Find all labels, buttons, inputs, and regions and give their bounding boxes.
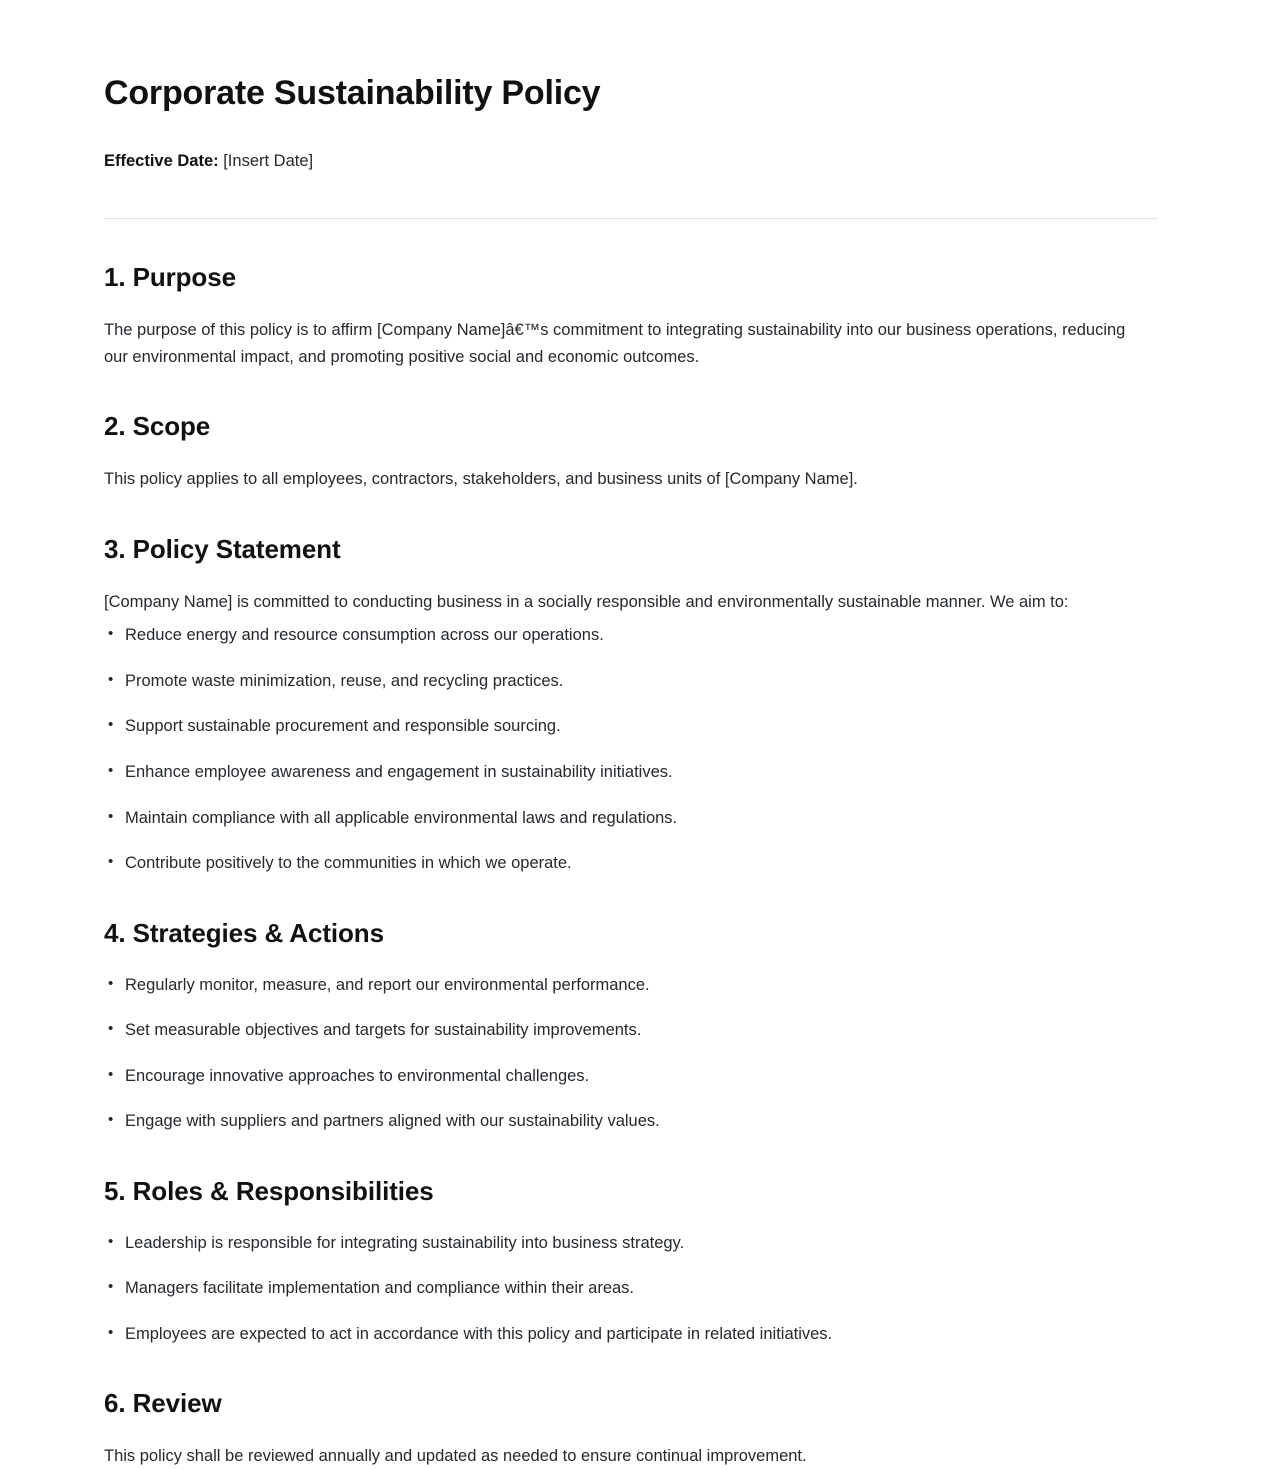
list-item: • Contribute positively to the communities in which we operate. bbox=[104, 851, 1158, 877]
strategies-actions-bullet-list bbox=[104, 973, 1158, 1135]
section-heading-strategies-actions: 4. Strategies & Actions bbox=[104, 917, 384, 948]
section-paragraph-review: This policy shall be reviewed annually and updated as needed to ensure continual improvement. bbox=[104, 1447, 807, 1466]
list-item: • Leadership is responsible for integrating sustainability into business strategy. bbox=[104, 1231, 1158, 1257]
header-divider bbox=[104, 218, 1158, 219]
section-paragraph-scope: This policy applies to all employees, contractors, stakeholders, and business units of [Company Name]. bbox=[104, 470, 858, 489]
page-title: Corporate Sustainability Policy bbox=[104, 74, 601, 112]
section-heading-purpose: 1. Purpose bbox=[104, 262, 236, 293]
section-scope bbox=[104, 410, 1158, 493]
effective-date-line bbox=[104, 149, 1158, 175]
section-heading-scope: 2. Scope bbox=[104, 411, 211, 442]
list-item: • Regularly monitor, measure, and report our environmental performance. bbox=[104, 973, 1158, 999]
section-roles-responsibilities bbox=[104, 1175, 1158, 1347]
list-item: • Promote waste minimization, reuse, and recycling practices. bbox=[104, 669, 1158, 695]
section-strategies-actions bbox=[104, 917, 1158, 1135]
list-item: • Set measurable objectives and targets for sustainability improvements. bbox=[104, 1018, 1158, 1044]
roles-responsibilities-bullet-list bbox=[104, 1231, 1158, 1348]
section-heading-policy-statement: 3. Policy Statement bbox=[104, 533, 341, 564]
section-paragraph-purpose: The purpose of this policy is to affirm [Company Name]â€™s commitment to integrating sustainability into our business operations, reducing our environmental impact, and promoting positive social and economic outcomes. bbox=[104, 320, 1126, 366]
list-item: • Encourage innovative approaches to environmental challenges. bbox=[104, 1064, 1158, 1090]
section-paragraph-policy-statement: [Company Name] is committed to conducting business in a socially responsible and environmentally sustainable manner. We aim to: bbox=[104, 592, 1069, 611]
effective-date-value: [Insert Date] bbox=[223, 151, 314, 170]
list-item: • Enhance employee awareness and engagement in sustainability initiatives. bbox=[104, 760, 1158, 786]
spacer bbox=[104, 615, 1158, 623]
list-item: • Reduce energy and resource consumption across our operations. bbox=[104, 623, 1158, 649]
policy-statement-bullet-list bbox=[104, 623, 1158, 876]
list-item: • Support sustainable procurement and responsible sourcing. bbox=[104, 714, 1158, 740]
section-policy-statement bbox=[104, 533, 1158, 877]
effective-date-label: Effective Date: bbox=[104, 151, 219, 170]
list-item: • Maintain compliance with all applicable environmental laws and regulations. bbox=[104, 806, 1158, 832]
section-heading-review: 6. Review bbox=[104, 1388, 222, 1419]
list-item: • Employees are expected to act in accordance with this policy and participate in related initiatives. bbox=[104, 1322, 1158, 1348]
section-review bbox=[104, 1387, 1158, 1470]
list-item: • Engage with suppliers and partners aligned with our sustainability values. bbox=[104, 1109, 1158, 1135]
section-purpose bbox=[104, 261, 1158, 370]
list-item: • Managers facilitate implementation and compliance within their areas. bbox=[104, 1276, 1158, 1302]
section-heading-roles-responsibilities: 5. Roles & Responsibilities bbox=[104, 1175, 434, 1206]
